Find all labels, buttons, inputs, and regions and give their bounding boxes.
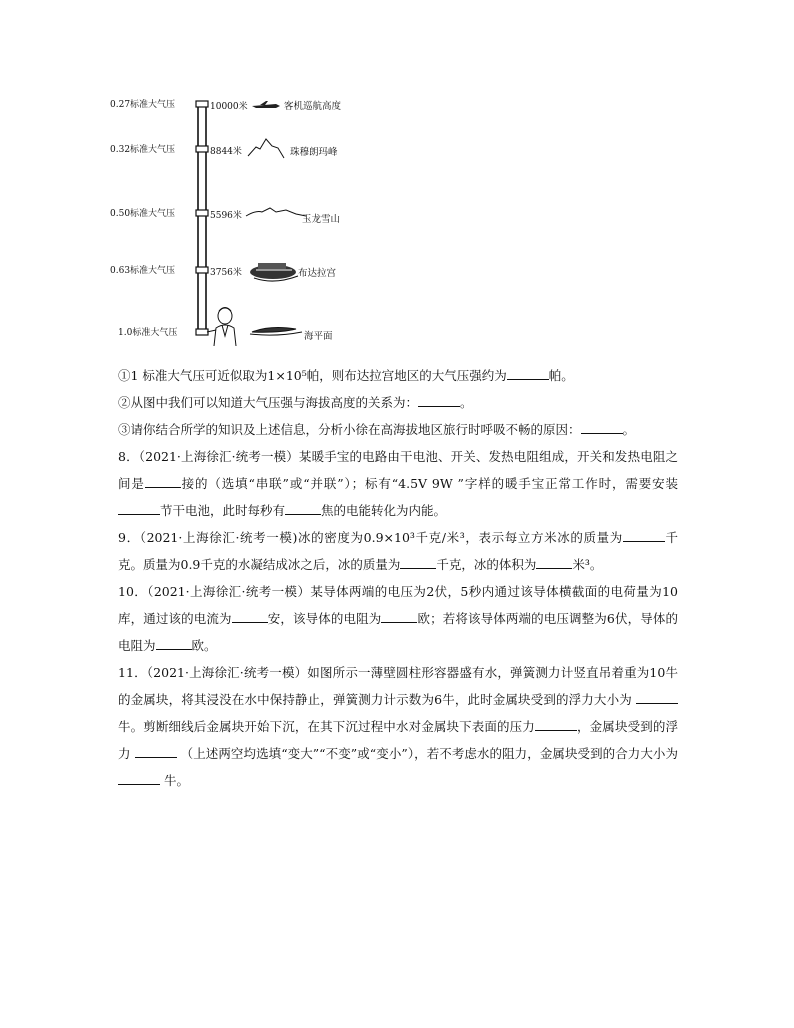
place-label: 珠穆朗玛峰 [290,147,338,158]
q7-item1: ①1 标准大气压可近似取为1×10⁵帕，则布达拉宫地区的大气压强约为 帕。 [118,362,678,389]
answer-blank[interactable] [535,716,577,731]
height-label: 8844米 [210,147,242,157]
answer-blank[interactable] [623,527,665,542]
answer-blank[interactable] [507,365,549,380]
yulong-mountain-icon [246,208,306,216]
question-10: 10．（2021·上海徐汇·统考一模）某导体两端的电压为2伏，5秒内通过该导体横截面的电荷量为10库，通过该的电流为 安，该导体的电阻为 欧；若将该导体两端的电压调整为6伏，导体的电阻为 欧。 [118,584,678,653]
answer-blank[interactable] [636,689,678,704]
question-9: 9．（2021·上海徐汇·统考一模)冰的密度为0.9×10³千克/米³，表示每立方米冰的质量为 千克。质量为0.9千克的水凝结成冰之后，冰的质量为 千克，冰的体积为 米³。 [118,524,678,578]
pressure-label: 1.0标准大气压 [118,328,178,338]
q7-item2: ②从图中我们可以知道大气压强与海拔高度的关系为： 。 [118,389,678,416]
answer-blank[interactable] [145,473,181,488]
altitude-pressure-figure [110,92,410,354]
q7-item3: ③请你结合所学的知识及上述信息，分析小徐在高海拔地区旅行时呼吸不畅的原因： 。 [118,416,678,443]
height-label: 10000米 [210,102,248,112]
place-label: 玉龙雪山 [302,214,341,225]
pressure-label: 0.32标准大气压 [110,145,176,155]
answer-blank[interactable] [118,770,160,785]
answer-blank[interactable] [381,608,417,623]
potala-palace-icon [250,263,298,281]
everest-mountain-icon [248,139,284,158]
sea-level-icon [250,328,302,336]
answer-blank[interactable] [418,392,460,407]
answer-blank[interactable] [118,500,160,515]
person-icon [207,308,236,347]
answer-blank[interactable] [536,554,572,569]
answer-blank[interactable] [581,419,623,434]
place-label: 布达拉宫 [298,268,337,279]
airplane-icon [252,101,280,108]
answer-blank[interactable] [400,554,436,569]
question-11: 11．（2021·上海徐汇·统考一模）如图所示一薄壁圆柱形容器盛有水，弹簧测力计竖直吊着重为10牛的金属块，将其浸没在水中保持静止，弹簧测力计示数为6牛，此时金属块受到的浮力大小为 牛。剪断细线后金属块开始下沉，在其下沉过程中水对金属块下表面的压力 ，金属块受到的浮力 （上述两空均选填“变大”“不变”或“变小”），若不考虑水的阻力，金属块受到的合力大小为 牛。 [118,665,678,788]
pressure-label: 0.63标准大气压 [110,266,176,276]
answer-blank[interactable] [156,635,192,650]
answer-blank[interactable] [285,500,321,515]
answer-blank[interactable] [135,743,177,758]
altitude-scale-drawing [110,92,410,354]
place-label: 客机巡航高度 [284,101,342,112]
question-8: 8．（2021·上海徐汇·统考一模）某暖手宝的电路由干电池、开关、发热电阻组成，开关和发热电阻之间是 接的（选填“串联”或“并联”）；标有“4.5V 9W ”字样的暖手宝正常工作时，需要安装节干电池，此时每秒有 焦的电能转化为内能。 [118,449,678,518]
height-label: 5596米 [210,211,242,221]
height-label: 3756米 [210,268,242,278]
pressure-label: 0.50标准大气压 [110,209,176,219]
answer-blank[interactable] [232,608,268,623]
question-text [118,362,678,794]
place-label: 海平面 [304,331,333,342]
pressure-label: 0.27标准大气压 [110,100,176,110]
